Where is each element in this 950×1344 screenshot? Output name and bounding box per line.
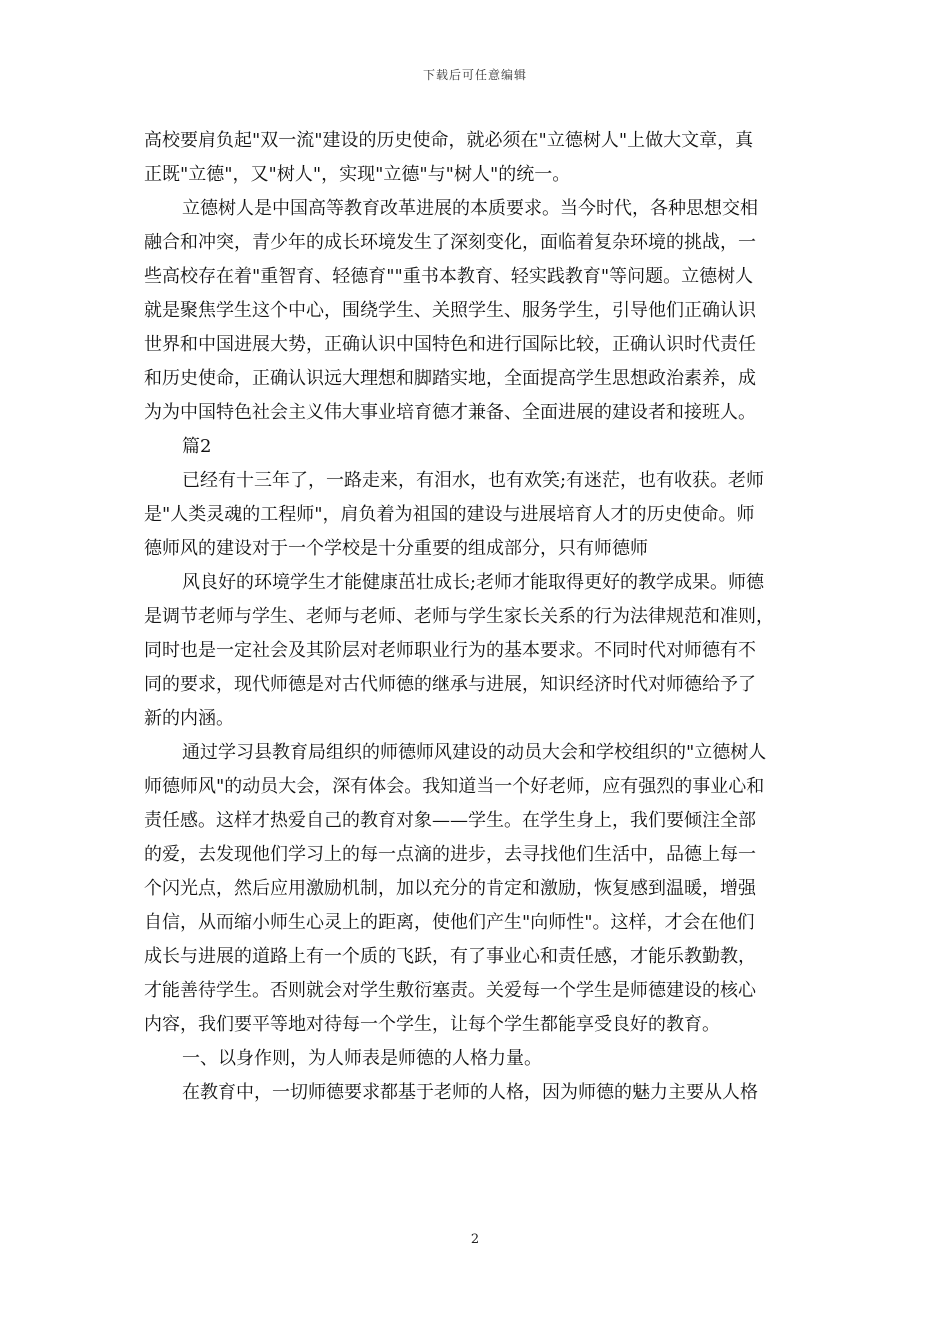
text-line: 为为中国特色社会主义伟大事业培育德才兼备、全面进展的建设者和接班人。	[144, 402, 756, 423]
text-line: 自信，从而缩小师生心灵上的距离，使他们产生"向师性"。这样，才会在他们	[144, 912, 755, 933]
page-header: 下载后可任意编辑	[422, 68, 527, 82]
text-line: 同时也是一定社会及其阶层对老师职业行为的基本要求。不同时代对师德有不	[144, 640, 756, 661]
text-line: 个闪光点，然后应用激励机制，加以充分的肯定和激励，恢复感到温暖，增强	[144, 878, 756, 899]
paragraph-start-line: 已经有十三年了，一路走来，有泪水，也有欢笑;有迷茫，也有收获。老师	[182, 470, 765, 491]
text-line: 才能善待学生。否则就会对学生敷衍塞责。关爱每一个学生是师德建设的核心	[144, 980, 756, 1001]
text-line: 的爱，去发现他们学习上的每一点滴的进步，去寻找他们生活中，品德上每一	[144, 844, 756, 865]
text-line: 内容，我们要平等地对待每一个学生，让每个学生都能享受良好的教育。	[144, 1014, 720, 1035]
section-heading: 篇2	[182, 436, 212, 457]
text-line: 和历史使命，正确认识远大理想和脚踏实地，全面提高学生思想政治素养，成	[144, 368, 756, 389]
text-line: 师德师风"的动员大会，深有体会。我知道当一个好老师，应有强烈的事业心和	[144, 776, 765, 797]
text-line: 责任感。这样才热爱自己的教育对象——学生。在学生身上，我们要倾注全部	[144, 810, 756, 831]
paragraph-start-line: 立德树人是中国高等教育改革进展的本质要求。当今时代，各种思想交相	[182, 198, 758, 219]
paragraph-start-line: 通过学习县教育局组织的师德师风建设的动员大会和学校组织的"立德树人	[182, 742, 767, 763]
text-line: 同的要求，现代师德是对古代师德的继承与进展，知识经济时代对师德给予了	[144, 674, 756, 695]
text-line: 是"人类灵魂的工程师"，肩负着为祖国的建设与进展培育人才的历史使命。师	[144, 504, 755, 525]
paragraph-start-line: 在教育中，一切师德要求都基于老师的人格，因为师德的魅力主要从人格	[182, 1082, 758, 1103]
text-line: 高校要肩负起"双一流"建设的历史使命，就必须在"立德树人"上做大文章，真	[144, 130, 754, 151]
paragraph-start-line: 风良好的环境学生才能健康茁壮成长;老师才能取得更好的教学成果。师德	[182, 572, 765, 593]
text-line: 正既"立德"，又"树人"，实现"立德"与"树人"的统一。	[144, 164, 571, 185]
text-line: 新的内涵。	[144, 708, 234, 729]
text-line: 德师风的建设对于一个学校是十分重要的组成部分，只有师德师	[144, 538, 648, 559]
text-line: 世界和中国进展大势，正确认识中国特色和进行国际比较，正确认识时代责任	[144, 334, 756, 355]
page-number: 2	[470, 1232, 480, 1247]
document-body	[144, 124, 808, 1110]
text-line: 些高校存在着"重智育、轻德育""重书本教育、轻实践教育"等问题。立德树人	[144, 266, 754, 287]
section-heading: 一、以身作则，为人师表是师德的人格力量。	[182, 1048, 542, 1069]
text-line: 是调节老师与学生、老师与老师、老师与学生家长关系的行为法律规范和准则，	[144, 606, 774, 627]
text-line: 就是聚焦学生这个中心，围绕学生、关照学生、服务学生，引导他们正确认识	[144, 300, 756, 321]
text-line: 成长与进展的道路上有一个质的飞跃，有了事业心和责任感，才能乐教勤教，	[144, 946, 756, 967]
text-line: 融合和冲突，青少年的成长环境发生了深刻变化，面临着复杂环境的挑战，一	[144, 232, 756, 253]
